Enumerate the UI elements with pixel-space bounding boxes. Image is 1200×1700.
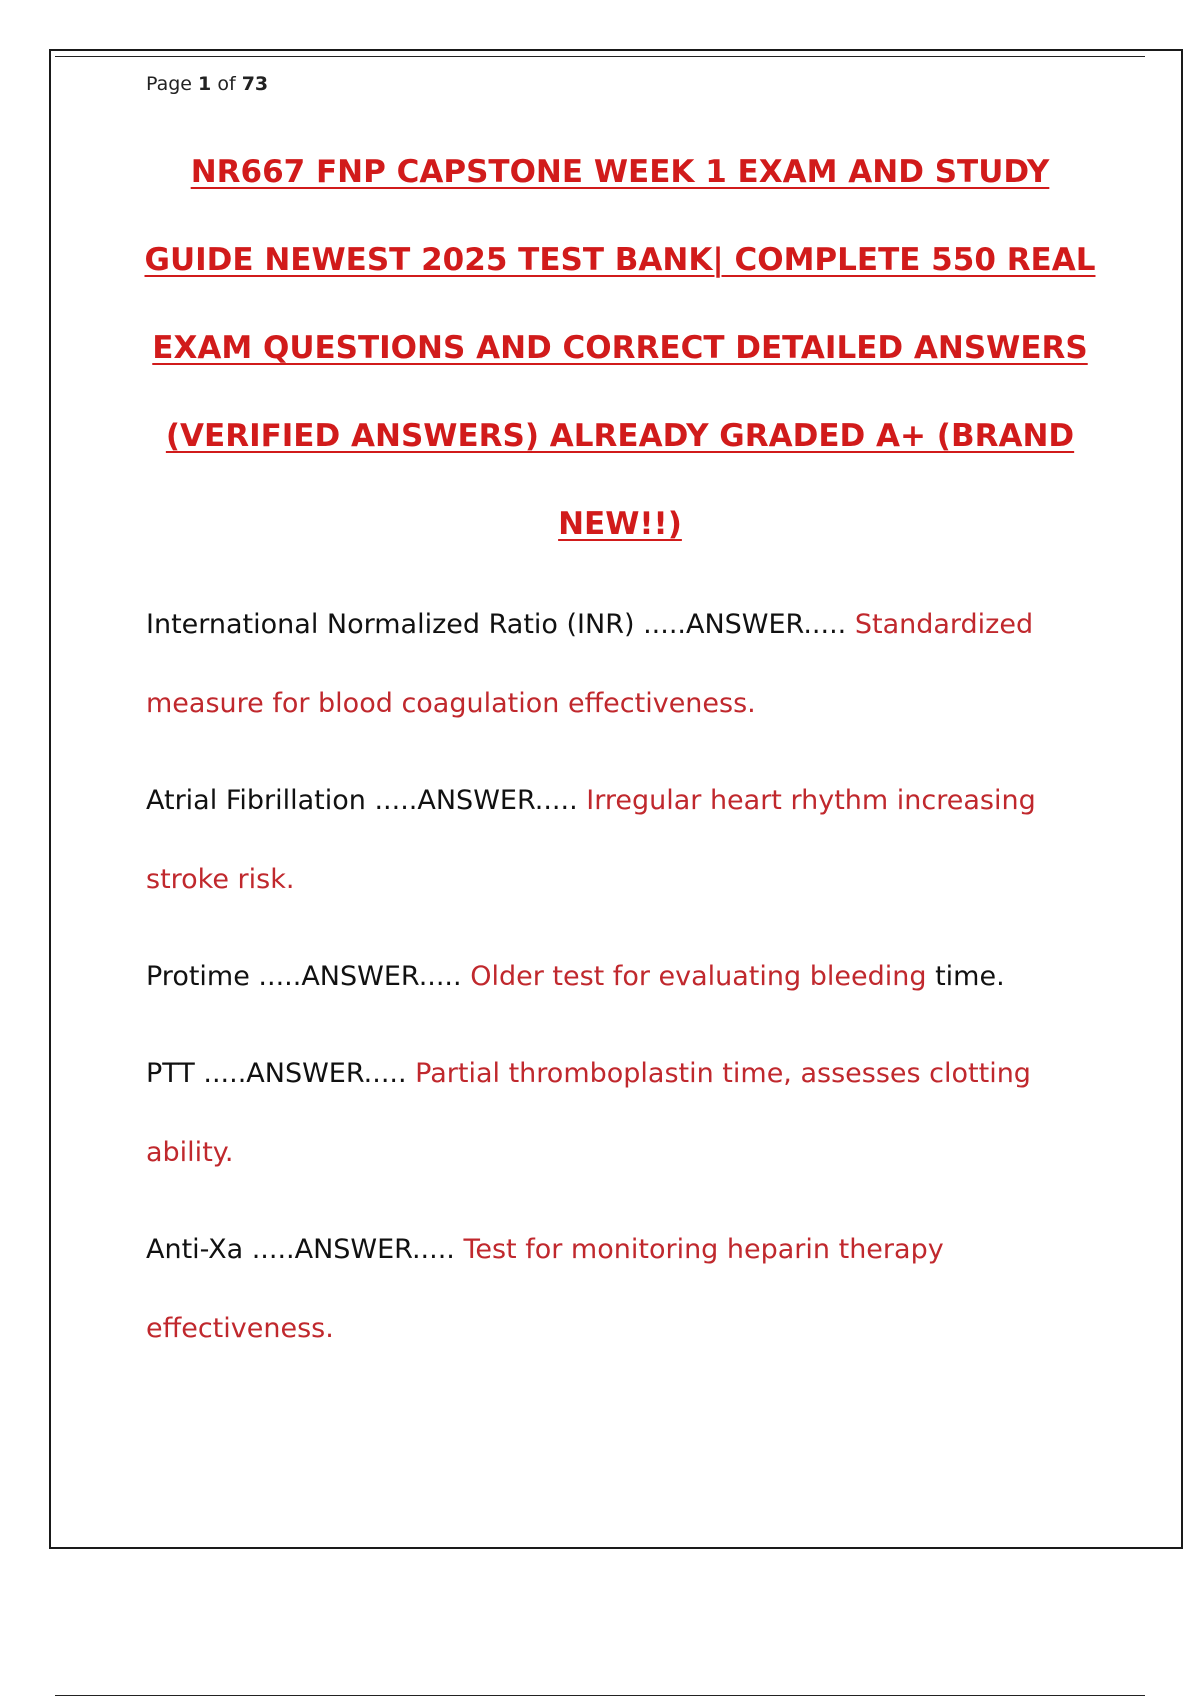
page-of: of [217, 73, 236, 95]
top-rule [55, 56, 1145, 57]
qa-term: Atrial Fibrillation .....ANSWER..... [146, 785, 587, 816]
qa-list [146, 585, 1106, 1386]
qa-tail: time. [935, 961, 1005, 992]
qa-term: International Normalized Ratio (INR) .....ANSWER..... [146, 609, 855, 640]
bottom-rule [55, 1695, 1145, 1696]
qa-term: Anti-Xa .....ANSWER..... [146, 1234, 464, 1265]
page-current: 1 [198, 73, 212, 95]
qa-answer: Partial thromboplastin time, assesses clotting ability. [146, 1058, 1031, 1168]
qa-answer: Older test for evaluating bleeding [470, 961, 936, 992]
qa-item [146, 585, 1106, 743]
document-title: NR667 FNP CAPSTONE WEEK 1 EXAM AND STUDY GUIDE NEWEST 2025 TEST BANK| COMPLETE 550 REAL EXAM QUESTIONS AND CORRECT DETAILED ANSWERS (VERIFIED ANSWERS) ALREADY GRADED A+ (BRAND NEW!!) [144, 154, 1096, 542]
qa-answer: Standardized measure for blood coagulation effectiveness. [146, 609, 1034, 719]
qa-answer: Irregular heart rhythm increasing stroke risk. [146, 785, 1036, 895]
qa-answer: Test for monitoring heparin therapy effectiveness. [146, 1234, 944, 1344]
qa-item [146, 1034, 1106, 1192]
qa-term: Protime .....ANSWER..... [146, 961, 471, 992]
page-label: Page [146, 73, 192, 95]
qa-item [146, 1210, 1106, 1368]
qa-item [146, 761, 1106, 919]
qa-item [146, 937, 1106, 1016]
page-number [146, 73, 268, 95]
qa-term: PTT .....ANSWER..... [146, 1058, 416, 1089]
page-total: 73 [241, 73, 269, 95]
